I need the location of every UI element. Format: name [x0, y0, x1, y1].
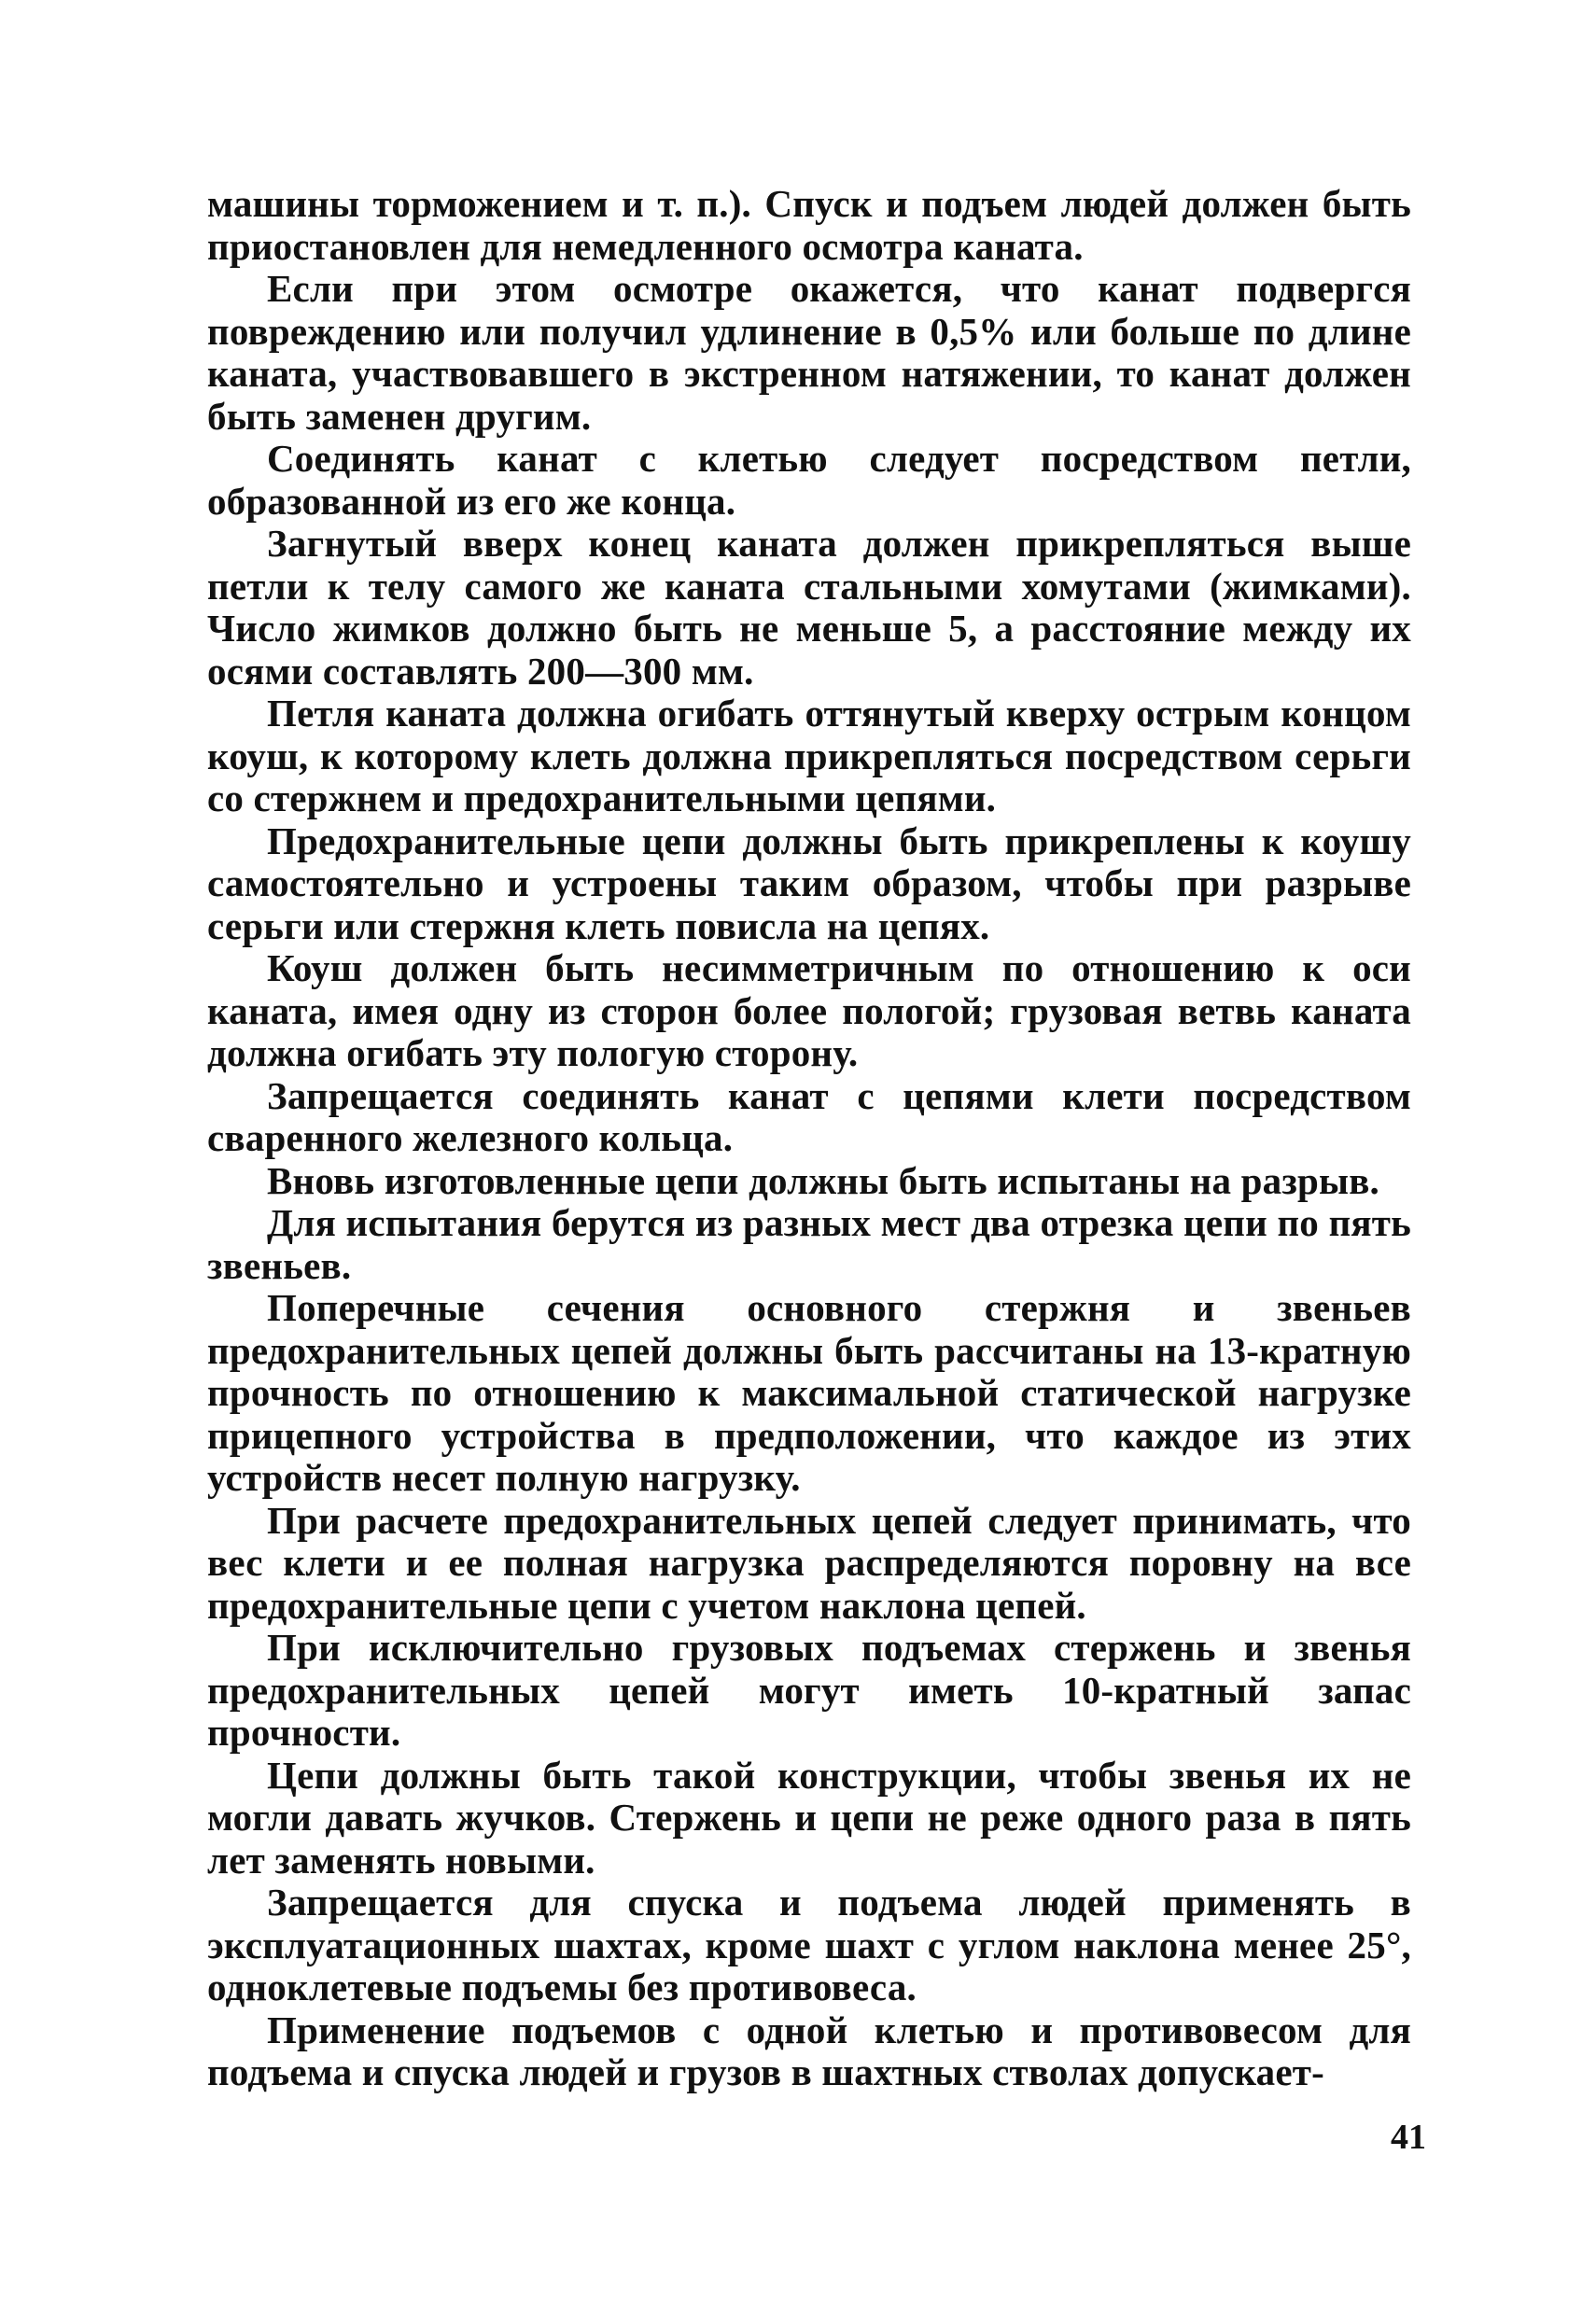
- paragraph: Поперечные сечения основного стержня и звеньев предохранительных цепей должны быть рассчитаны на 13-кратную прочность по отношению к максимальной статической нагрузке прицепного устройства в предположении, что каждое из этих устройств несет полную нагрузку.: [207, 1286, 1411, 1499]
- paragraph: Соединять канат с клетью следует посредством петли, образованной из его же конца.: [207, 437, 1411, 523]
- page-number: 41: [1391, 2118, 1426, 2157]
- paragraph: Петля каната должна огибать оттянутый кверху острым концом коуш, к которому клеть должна прикрепляться посредством серьги со стержнем и предохранительными цепями.: [207, 692, 1411, 819]
- paragraph: Запрещается для спуска и подъема людей применять в эксплуатационных шахтах, кроме шахт с углом наклона менее 25°, одноклетевые подъемы без противовеса.: [207, 1881, 1411, 2008]
- paragraph: Если при этом осмотре окажется, что канат подвергся повреждению или получил удлинение в 0,5% или больше по длине каната, участвовавшего в экстренном натяжении, то канат должен быть заменен другим.: [207, 267, 1411, 438]
- body-text: [207, 183, 1411, 2094]
- paragraph: Коуш должен быть несимметричным по отношению к оси каната, имея одну из сторон более пологой; грузовая ветвь каната должна огибать эту пологую сторону.: [207, 946, 1411, 1074]
- paragraph: Для испытания берутся из разных мест два отрезка цепи по пять звеньев.: [207, 1201, 1411, 1287]
- paragraph: При расчете предохранительных цепей следует принимать, что вес клети и ее полная нагрузка распределяются поровну на все предохранительные цепи с учетом наклона цепей.: [207, 1498, 1411, 1627]
- paragraph: При исключительно грузовых подъемах стержень и звенья предохранительных цепей могут иметь 10-кратный запас прочности.: [207, 1626, 1411, 1754]
- paragraph: Цепи должны быть такой конструкции, чтобы звенья их не могли давать жучков. Стержень и цепи не реже одного раза в пять лет заменять новыми.: [207, 1753, 1411, 1882]
- paragraph: Запрещается соединять канат с цепями клети посредством сваренного железного кольца.: [207, 1073, 1411, 1159]
- paragraph: Предохранительные цепи должны быть прикреплены к коушу самостоятельно и устроены таким образом, чтобы при разрыве серьги или стержня клеть повисла на цепях.: [207, 819, 1411, 947]
- paragraph: Загнутый вверх конец каната должен прикрепляться выше петли к телу самого же каната стальными хомутами (жимками). Число жимков должно быть не меньше 5, а расстояние между их осями составлять 200—300 мм.: [207, 522, 1411, 693]
- paragraph: Применение подъемов с одной клетью и противовесом для подъема и спуска людей и грузов в шахтных стволах допускает-: [207, 2008, 1411, 2093]
- paragraph: Вновь изготовленные цепи должны быть испытаны на разрыв.: [267, 1158, 1380, 1202]
- paragraph: машины торможением и т. п.). Спуск и подъем людей должен быть приостановлен для немедленного осмотра каната.: [207, 182, 1411, 268]
